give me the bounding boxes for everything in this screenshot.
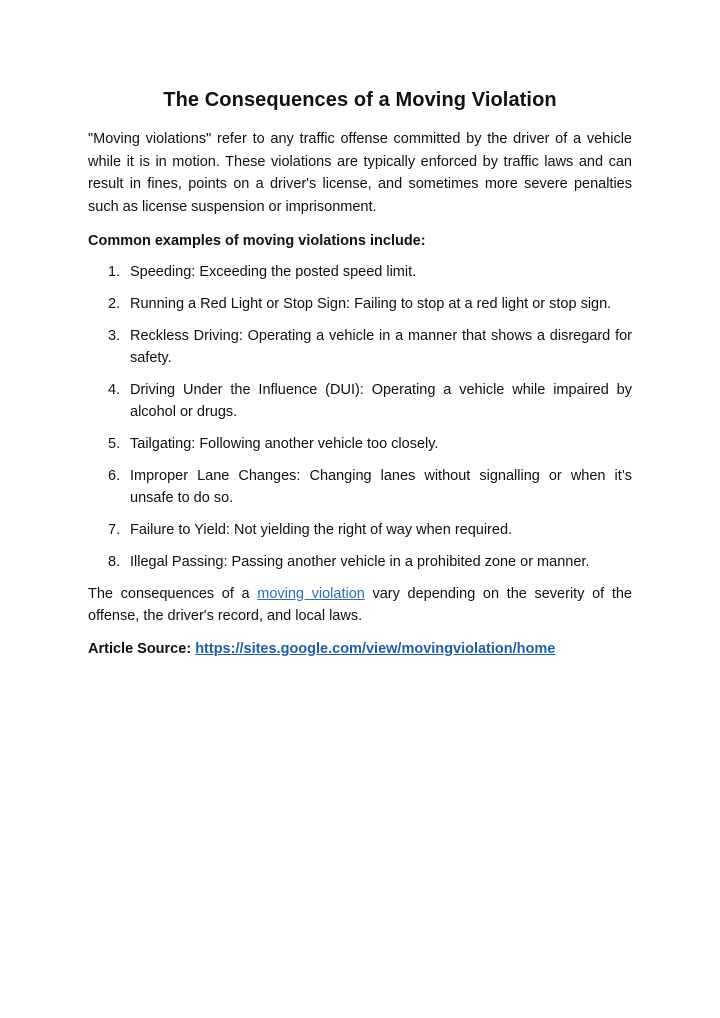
list-item-text: Reckless Driving: Operating a vehicle in a manner that shows a disregard for safety.	[130, 327, 632, 366]
list-item-text: Running a Red Light or Stop Sign: Failing to stop at a red light or stop sign.	[130, 295, 612, 312]
list-item-text: Driving Under the Influence (DUI): Operating a vehicle while impaired by alcohol or drugs.	[130, 381, 632, 420]
list-item	[88, 551, 632, 573]
list-item-text: Illegal Passing: Passing another vehicle in a prohibited zone or manner.	[130, 553, 590, 570]
list-item-text: Failure to Yield: Not yielding the right of way when required.	[130, 521, 513, 538]
list-item	[88, 325, 632, 369]
list-item-number: 1.	[108, 263, 121, 280]
list-item-text: Tailgating: Following another vehicle too closely.	[130, 435, 439, 452]
list-item-number: 3.	[108, 327, 121, 344]
article-source-link[interactable]: https://sites.google.com/view/movingviolation/home	[195, 640, 556, 657]
closing-paragraph	[88, 583, 632, 628]
list-item	[88, 465, 632, 509]
list-item	[88, 261, 632, 283]
article-source-label: Article Source:	[88, 640, 192, 657]
list-item	[88, 433, 632, 455]
list-item	[88, 379, 632, 423]
closing-text-before-link: The consequences of a	[88, 585, 258, 602]
list-item	[88, 519, 632, 541]
list-item-number: 8.	[108, 553, 121, 570]
list-heading: Common examples of moving violations include:	[88, 233, 426, 249]
intro-paragraph: "Moving violations" refer to any traffic offense committed by the driver of a vehicle while it is in motion. These violations are typically enforced by traffic laws and can result in fines, points on a driver's license, and sometimes more severe penalties such as license suspension or imprisonment.	[88, 131, 632, 215]
list-item-number: 5.	[108, 435, 121, 452]
list-item-text: Improper Lane Changes: Changing lanes without signalling or when it’s unsafe to do so.	[130, 467, 632, 506]
page-title: The Consequences of a Moving Violation	[163, 89, 557, 111]
list-item-number: 4.	[108, 381, 121, 398]
list-item-number: 2.	[108, 295, 121, 312]
closing-text-after-link: vary depending on the severity of the offense, the driver's record, and local laws.	[88, 585, 632, 624]
list-item-text: Speeding: Exceeding the posted speed limit.	[130, 263, 417, 280]
list-item-number: 7.	[108, 521, 121, 538]
violations-list	[88, 261, 632, 573]
article-source	[88, 638, 632, 660]
moving-violation-link[interactable]: moving violation	[257, 585, 365, 602]
list-item	[88, 293, 632, 315]
list-item-number: 6.	[108, 467, 121, 484]
